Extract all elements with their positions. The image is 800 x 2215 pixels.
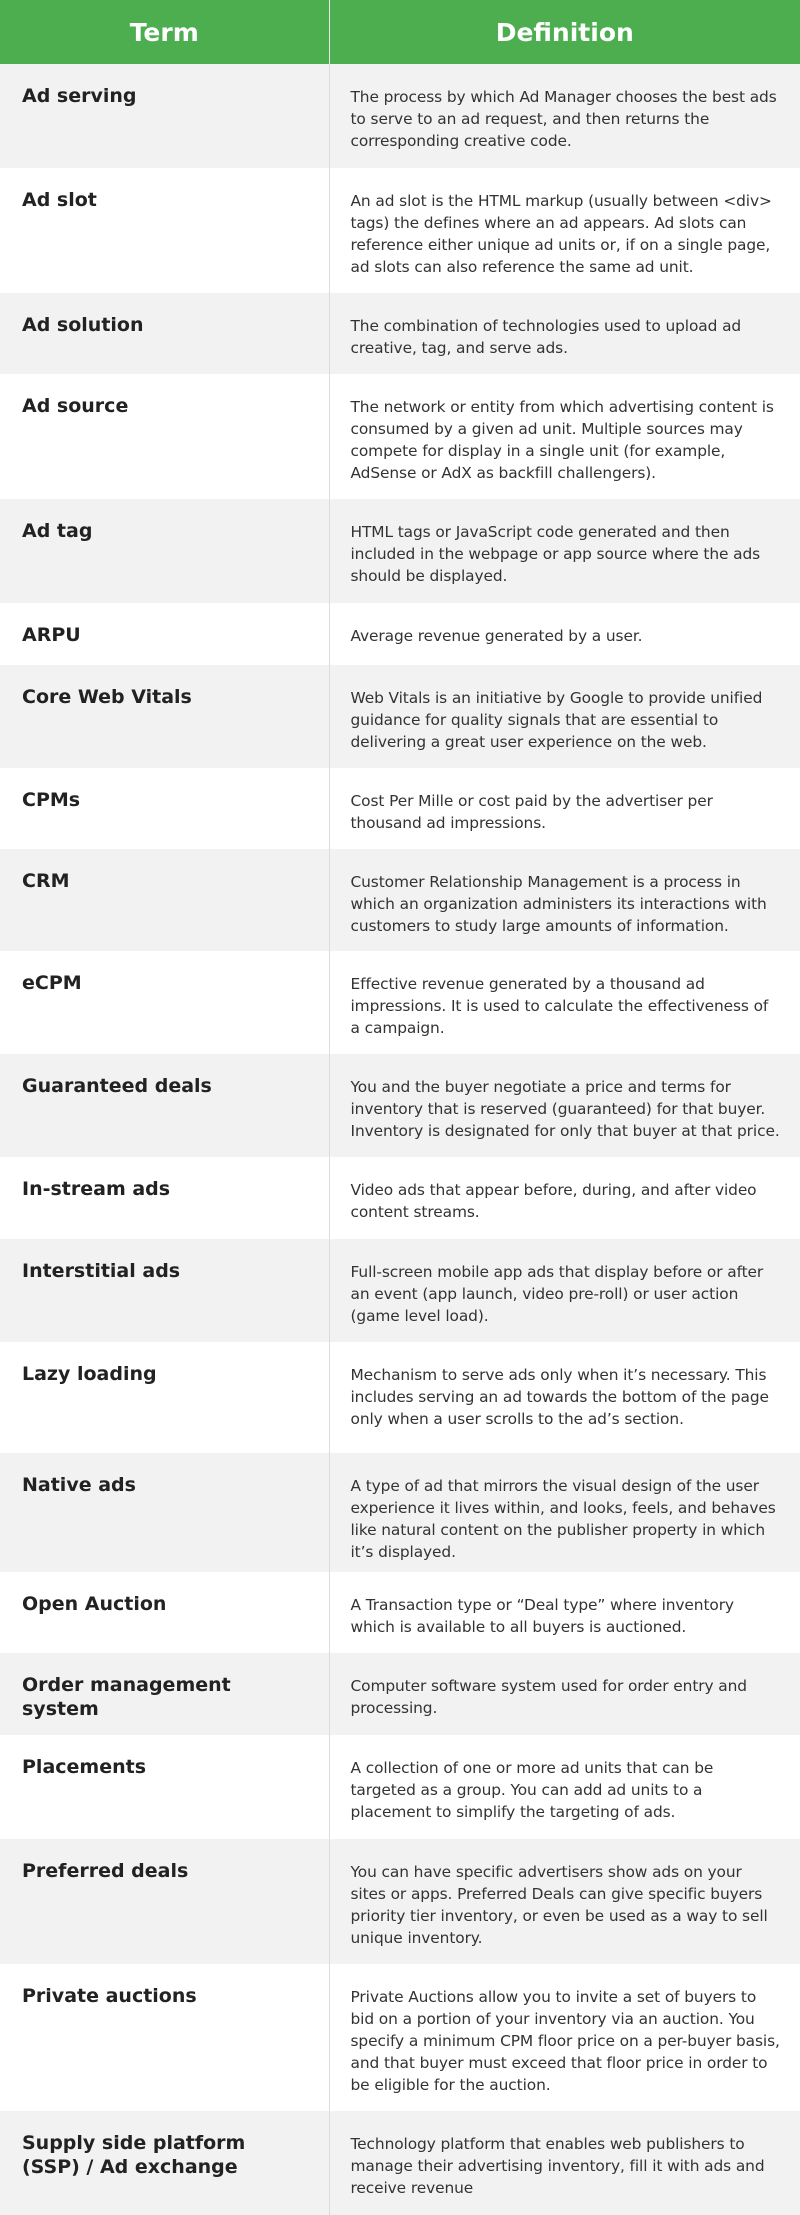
term-cell: Private auctions: [0, 1964, 329, 2111]
term-cell: Ad tag: [0, 499, 329, 603]
table-row: [0, 1964, 800, 2111]
table-body: [0, 64, 800, 2215]
table-header: [0, 0, 800, 64]
table-row: [0, 1653, 800, 1735]
term-cell: Open Auction: [0, 1572, 329, 1653]
term-cell: In-stream ads: [0, 1157, 329, 1239]
term-cell: ARPU: [0, 603, 329, 665]
table-row: [0, 665, 800, 768]
term-cell: Placements: [0, 1735, 329, 1839]
table-row: [0, 1453, 800, 1572]
definition-cell: You can have specific advertisers show ads on your sites or apps. Preferred Deals can give specific buyers priority tier inventory, or even be used as a way to sell unique inventory.: [329, 1839, 800, 1964]
definition-cell: Computer software system used for order entry and processing.: [329, 1653, 800, 1735]
definition-cell: You and the buyer negotiate a price and terms for inventory that is reserved (guaranteed) for that buyer. Inventory is designated for only that buyer at that price.: [329, 1054, 800, 1157]
table-row: [0, 1735, 800, 1839]
definition-cell: Average revenue generated by a user.: [329, 603, 800, 665]
term-cell: Interstitial ads: [0, 1239, 329, 1342]
definition-cell: An ad slot is the HTML markup (usually between <div> tags) the defines where an ad appears. Ad slots can reference either unique ad units or, if on a single page, ad slots can also reference the same ad unit.: [329, 168, 800, 293]
table-row: [0, 1054, 800, 1157]
term-cell: eCPM: [0, 951, 329, 1054]
table-row: [0, 1839, 800, 1964]
definition-cell: HTML tags or JavaScript code generated and then included in the webpage or app source where the ads should be displayed.: [329, 499, 800, 603]
definition-cell: Customer Relationship Management is a process in which an organization administers its interactions with customers to study large amounts of information.: [329, 849, 800, 951]
table-row: [0, 849, 800, 951]
term-cell: Native ads: [0, 1453, 329, 1572]
definition-cell: The process by which Ad Manager chooses the best ads to serve to an ad request, and then returns the corresponding creative code.: [329, 64, 800, 168]
term-cell: Ad slot: [0, 168, 329, 293]
term-cell: Core Web Vitals: [0, 665, 329, 768]
table-row: [0, 1239, 800, 1342]
definition-cell: The network or entity from which advertising content is consumed by a given ad unit. Multiple sources may compete for display in a single unit (for example, AdSense or AdX as backfill challengers).: [329, 374, 800, 499]
table-row: [0, 768, 800, 849]
term-cell: Ad solution: [0, 293, 329, 374]
table-row: [0, 1572, 800, 1653]
definition-cell: Private Auctions allow you to invite a set of buyers to bid on a portion of your inventory via an auction. You specify a minimum CPM floor price on a per-buyer basis, and that buyer must exceed that floor price in order to be eligible for the auction.: [329, 1964, 800, 2111]
definition-cell: A type of ad that mirrors the visual design of the user experience it lives within, and looks, feels, and behaves like natural content on the publisher property in which it’s displayed.: [329, 1453, 800, 1572]
table-row: [0, 1157, 800, 1239]
definition-cell: Technology platform that enables web publishers to manage their advertising inventory, fill it with ads and receive revenue: [329, 2111, 800, 2215]
table-row: [0, 293, 800, 374]
term-cell: CPMs: [0, 768, 329, 849]
definition-cell: A Transaction type or “Deal type” where inventory which is available to all buyers is auctioned.: [329, 1572, 800, 1653]
table-row: [0, 168, 800, 293]
definition-cell: Video ads that appear before, during, and after video content streams.: [329, 1157, 800, 1239]
definition-cell: Mechanism to serve ads only when it’s necessary. This includes serving an ad towards the bottom of the page only when a user scrolls to the ad’s section.: [329, 1342, 800, 1453]
term-cell: Ad serving: [0, 64, 329, 168]
definition-cell: Cost Per Mille or cost paid by the advertiser per thousand ad impressions.: [329, 768, 800, 849]
term-cell: Preferred deals: [0, 1839, 329, 1964]
definition-cell: A collection of one or more ad units that can be targeted as a group. You can add ad units to a placement to simplify the targeting of ads.: [329, 1735, 800, 1839]
term-cell: Guaranteed deals: [0, 1054, 329, 1157]
header-row: [0, 0, 800, 64]
definition-column-header: Definition: [329, 0, 800, 64]
term-cell: Order management system: [0, 1653, 329, 1735]
term-column-header: Term: [0, 0, 329, 64]
definition-cell: Full-screen mobile app ads that display before or after an event (app launch, video pre-roll) or user action (game level load).: [329, 1239, 800, 1342]
table-row: [0, 951, 800, 1054]
table-row: [0, 1342, 800, 1453]
term-cell: Supply side platform (SSP) / Ad exchange: [0, 2111, 329, 2215]
term-cell: Lazy loading: [0, 1342, 329, 1453]
definition-cell: The combination of technologies used to upload ad creative, tag, and serve ads.: [329, 293, 800, 374]
table-row: [0, 499, 800, 603]
table-row: [0, 374, 800, 499]
term-cell: CRM: [0, 849, 329, 951]
definition-cell: Web Vitals is an initiative by Google to provide unified guidance for quality signals that are essential to delivering a great user experience on the web.: [329, 665, 800, 768]
definition-cell: Effective revenue generated by a thousand ad impressions. It is used to calculate the effectiveness of a campaign.: [329, 951, 800, 1054]
term-cell: Ad source: [0, 374, 329, 499]
table-row: [0, 64, 800, 168]
table-row: [0, 603, 800, 665]
table-row: [0, 2111, 800, 2215]
